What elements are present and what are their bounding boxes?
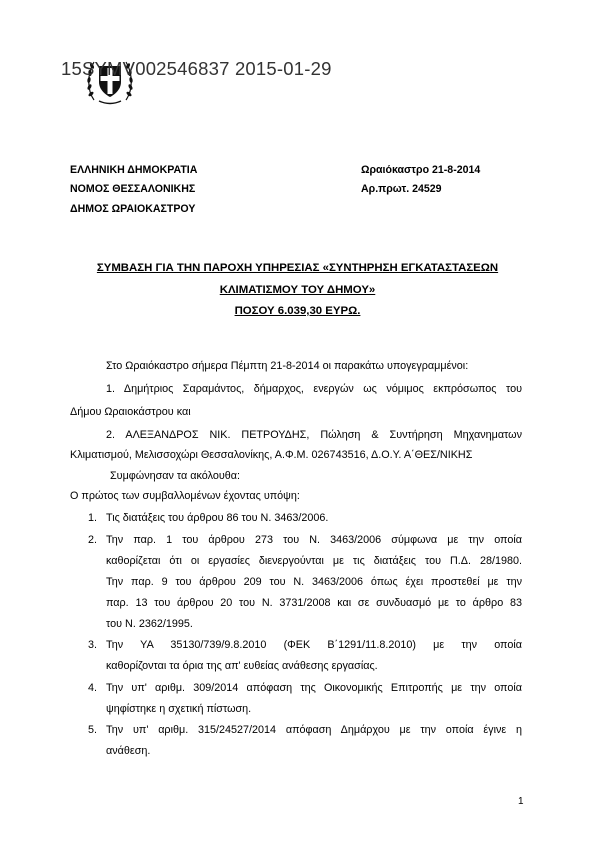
- list-item-line: ανάθεση.: [106, 745, 151, 757]
- contract-title-amount: ΠΟΣΟΥ 6.039,30 ΕΥΡΩ.: [234, 305, 361, 317]
- header-municipality: ΔΗΜΟΣ ΩΡΑΙΟΚΑΣΤΡΟΥ: [70, 203, 196, 215]
- list-item-line: Την υπ' αριθμ. 315/24527/2014 απόφαση Δημάρχου με την οποία έγινε η: [106, 724, 522, 736]
- contract-title-line-1: ΣΥΜΒΑΣΗ ΓΙΑ ΤΗΝ ΠΑΡΟΧΗ ΥΠΗΡΕΣΙΑΣ «ΣΥΝΤΗΡΗΣΗ ΕΓΚΑΤΑΣΤΑΣΕΩΝ: [96, 262, 499, 274]
- party-1-line-2: Δήμου Ωραιοκάστρου και: [70, 406, 191, 418]
- party-1-line-1: 1. Δημήτριος Σαραμάντος, δήμαρχος, ενεργών ως νόμιμος εκπρόσωπος του: [106, 383, 522, 395]
- list-item-number: 4.: [88, 682, 98, 694]
- list-item-number: 5.: [88, 724, 98, 736]
- header-protocol-number: Αρ.πρωτ. 24529: [361, 183, 442, 195]
- list-item-line: καθορίζονται τα όρια της απ' ευθείας ανάθεσης εργασίας.: [106, 660, 378, 672]
- list-item-line: καθορίζεται ότι οι εργασίες διενεργούνται με τις διατάξεις του Π.Δ. 28/1980.: [106, 555, 522, 567]
- party-2-line-2: Κλιματισμού, Μελισσοχώρι Θεσσαλονίκης, Α.Φ.Μ. 026743516, Δ.Ο.Υ. Α΄ΘΕΣ/ΝΙΚΗΣ: [70, 449, 473, 461]
- considering-statement: Ο πρώτος των συμβαλλομένων έχοντας υπόψη:: [70, 490, 300, 502]
- agreed-statement: Συμφώνησαν τα ακόλουθα:: [110, 470, 240, 482]
- list-item-line: παρ. 13 του άρθρου 20 του Ν. 3731/2008 και σε συνδυασμό με το άρθρο 83: [106, 597, 522, 609]
- header-date: Ωραιόκαστρο 21-8-2014: [361, 164, 481, 176]
- list-item-line: Τις διατάξεις του άρθρου 86 του Ν. 3463/2006.: [106, 512, 329, 524]
- page-number: 1: [518, 796, 524, 807]
- list-item-line: του Ν. 2362/1995.: [106, 618, 193, 630]
- list-item-number: 3.: [88, 639, 98, 651]
- contract-title-line-2: ΚΛΙΜΑΤΙΣΜΟΥ ΤΟΥ ΔΗΜΟΥ»: [219, 284, 376, 296]
- list-item-number: 1.: [88, 512, 98, 524]
- list-item-line: Την παρ. 9 του άρθρου 209 του Ν. 3463/2006 όπως έχει προστεθεί με την: [106, 576, 522, 588]
- list-item-line: Την υπ' αριθμ. 309/2014 απόφαση της Οικονομικής Επιτροπής με την οποία: [106, 682, 522, 694]
- list-item-line: Την ΥΑ 35130/739/9.8.2010 (ΦΕΚ Β΄1291/11.8.2010) με την οποία: [106, 639, 522, 651]
- list-item-number: 2.: [88, 534, 98, 546]
- list-item-line: Την παρ. 1 του άρθρου 273 του Ν. 3463/2006 σύμφωνα με την οποία: [106, 534, 522, 546]
- header-country: ΕΛΛΗΝΙΚΗ ΔΗΜΟΚΡΑΤΙΑ: [70, 164, 198, 176]
- intro-paragraph: Στο Ωραιόκαστρο σήμερα Πέμπτη 21-8-2014 οι παρακάτω υπογεγραμμένοι:: [106, 360, 469, 372]
- ada-stamp: 15SYMV002546837 2015-01-29: [61, 58, 332, 79]
- party-2-line-1: 2. ΑΛΕΞΑΝΔΡΟΣ ΝΙΚ. ΠΕΤΡΟΥΔΗΣ, Πώληση & Συντήρηση Μηχανηματων: [106, 429, 522, 441]
- list-item-line: ψηφίστηκε η σχετική πίστωση.: [106, 703, 252, 715]
- header-prefecture: ΝΟΜΟΣ ΘΕΣΣΑΛΟΝΙΚΗΣ: [70, 183, 196, 195]
